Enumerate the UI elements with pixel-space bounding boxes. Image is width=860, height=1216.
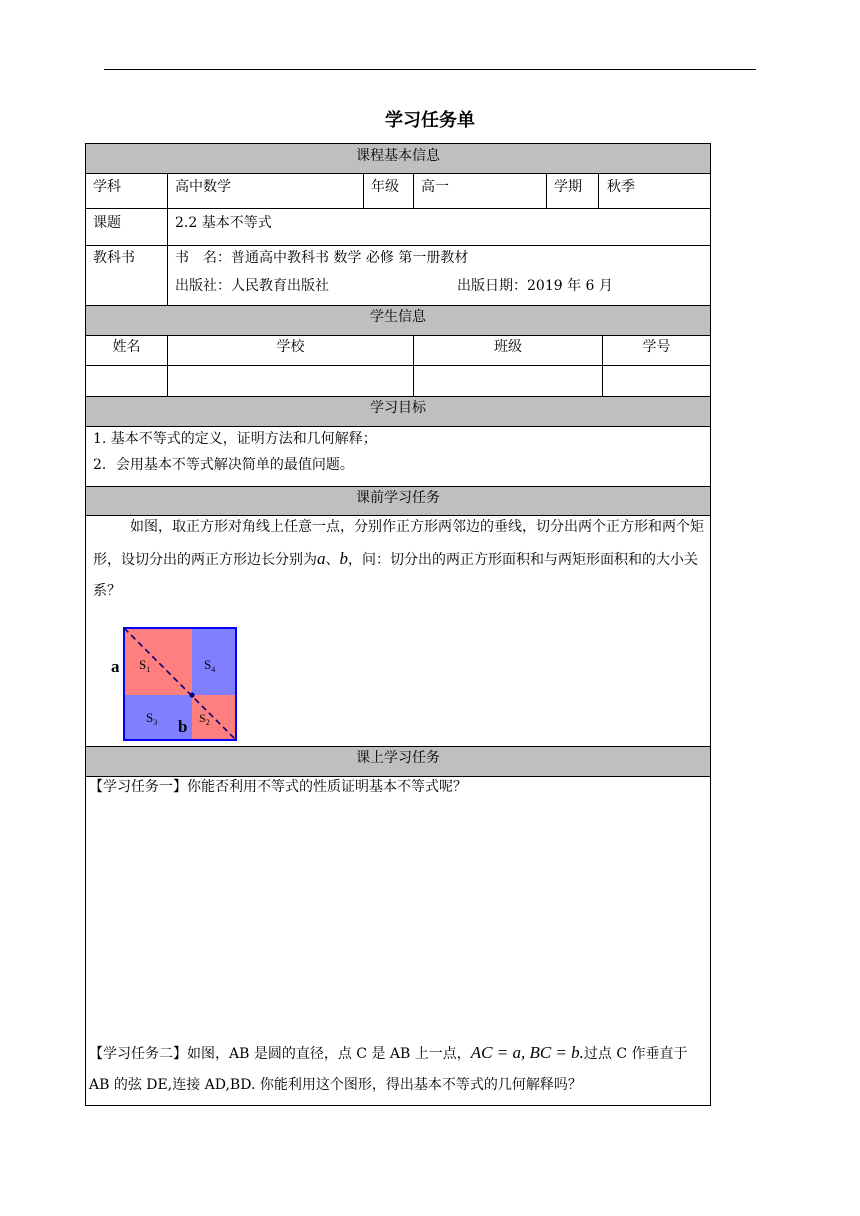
grade-label: 年级 <box>371 179 399 195</box>
divider <box>85 173 711 174</box>
divider <box>167 245 168 305</box>
section-in-class: 课上学习任务 <box>86 747 710 776</box>
student-header-name: 姓名 <box>112 339 141 355</box>
divider <box>598 173 599 208</box>
textbook-label: 教科书 <box>93 250 135 266</box>
divider <box>85 245 711 246</box>
divider <box>546 173 547 208</box>
topic-value: 2.2 基本不等式 <box>175 215 272 231</box>
section-student-info: 学生信息 <box>86 306 710 335</box>
divider <box>85 365 711 366</box>
divider <box>85 335 711 336</box>
header-rule <box>104 69 756 70</box>
subject-label: 学科 <box>93 179 121 195</box>
topic-label: 课题 <box>93 215 121 231</box>
textbook-title: 书 名：普通高中教科书 数学 必修 第一册教材 <box>175 250 469 266</box>
student-header-id: 学号 <box>642 339 671 355</box>
grade-value: 高一 <box>421 179 449 195</box>
student-header-school: 学校 <box>276 339 305 355</box>
divider <box>167 335 168 396</box>
subject-value: 高中数学 <box>175 179 231 195</box>
divider <box>413 173 414 208</box>
label-s2: $S_2$ <box>199 711 210 727</box>
divider <box>413 335 414 396</box>
divider <box>602 335 603 396</box>
pre-task-text: 如图，取正方形对角线上任意一点，分别作正方形两邻边的垂线，切分出两个正方形和两个矩形，设切分出的两正方形边长分别为a、b，问：切分出的两正方形面积和与两矩形面积和的大小关系？ <box>93 519 704 599</box>
square-division-figure <box>108 624 240 744</box>
label-s4: $S_4$ <box>204 657 216 674</box>
page-title: 学习任务单 <box>385 110 475 131</box>
section-pre-class: 课前学习任务 <box>86 487 710 515</box>
term-label: 学期 <box>554 179 582 195</box>
divider <box>363 173 364 208</box>
textbook-publisher: 出版社：人民教育出版社 <box>175 278 329 294</box>
diagonal-point <box>189 692 194 697</box>
section-course-info: 课程基本信息 <box>86 144 710 173</box>
label-s3: $S_3$ <box>146 710 158 727</box>
label-b: b <box>178 717 188 736</box>
section-goals: 学习目标 <box>86 397 710 426</box>
goal-item: 2．会用基本不等式解决简单的最值问题。 <box>93 457 354 473</box>
student-header-class: 班级 <box>494 339 522 355</box>
task-two-text: 【学习任务二】如图，AB 是圆的直径，点 C 是 AB 上一点，AC = a, BC = b.过点 C 作垂直于 AB 的弦 DE,连接 AD,BD. 你能利用这个图形，得出基本不等式的几何解释吗？ <box>89 1043 688 1093</box>
goal-item: 1. 基本不等式的定义，证明方法和几何解释； <box>93 431 377 447</box>
term-value: 秋季 <box>607 179 635 195</box>
rectangle-s4 <box>192 628 236 695</box>
task-one-text: 【学习任务一】你能否利用不等式的性质证明基本不等式呢？ <box>89 779 467 795</box>
label-s1: $S_1$ <box>139 657 151 674</box>
divider <box>85 426 711 427</box>
label-a: a <box>111 657 120 676</box>
textbook-date: 出版日期：2019 年 6 月 <box>457 278 613 294</box>
divider <box>167 173 168 245</box>
divider <box>85 208 711 209</box>
